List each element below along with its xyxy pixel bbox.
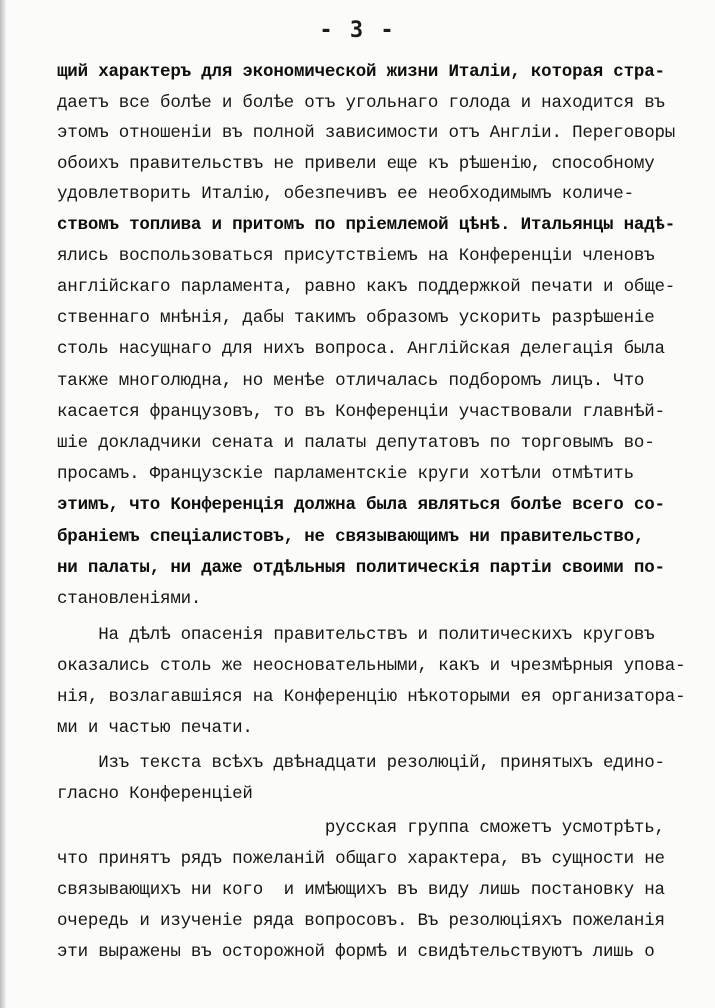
text-line-25: русская группа сможетъ усмотрѣть, <box>57 818 665 838</box>
text-line-9: ственнаго мнѣнія, дабы такимъ образомъ ускорить разрѣшеніе <box>57 308 655 328</box>
text-line-21: нія, возлагавшіяся на Конференцію нѣкоторыми ея организатора- <box>57 687 686 707</box>
text-line-29: эти выражены въ осторожной формѣ и свидѣтельствуютъ лишь о <box>57 942 655 962</box>
text-line-10: столь насущнаго для нихъ вопроса. Англійская делегація была <box>57 339 665 359</box>
text-line-19: На дѣлѣ опасенія правительствъ и политическихъ круговъ <box>57 625 655 645</box>
text-line-6: ствомъ топлива и притомъ по пріемлемой цѣнѣ. Итальянцы надѣ- <box>57 215 676 235</box>
text-line-2: даетъ все болѣе и болѣе отъ угольнаго голода и находится въ <box>57 93 665 113</box>
text-line-15: этимъ, что Конференція должна была являться болѣе всего со- <box>57 495 665 515</box>
text-line-23: Изъ текста всѣхъ двѣнадцати резолюцій, принятыхъ едино- <box>57 753 665 773</box>
text-line-1: щий характеръ для экономической жизни Италіи, которая стра- <box>57 62 665 82</box>
text-line-13: шіе докладчики сената и палаты депутатовъ по торговымъ во- <box>57 433 655 453</box>
text-line-28: очередь и изученіе ряда вопросовъ. Въ резолюціяхъ пожеланія <box>57 911 665 931</box>
text-line-18: становленіями. <box>57 589 202 609</box>
text-line-16: браніемъ спеціалистовъ, не связывающимъ ни правительство, <box>57 527 645 547</box>
text-line-27: связывающихъ ни кого и имѣющихъ въ виду лишь постановку на <box>57 880 665 900</box>
text-line-5: удовлетворить Италію, обезпечивъ ее необходимымъ количе- <box>57 184 634 204</box>
text-line-17: ни палаты, ни даже отдѣльныя политическія партіи своими по- <box>57 558 665 578</box>
text-line-12: касается французовъ, то въ Конференціи участвовали главнѣй- <box>57 402 665 422</box>
text-line-24: гласно Конференціей <box>57 784 253 804</box>
page-number: - 3 - <box>319 18 396 43</box>
text-line-14: просамъ. Французскіе парламентскіе круги хотѣли отмѣтить <box>57 464 634 484</box>
text-line-7: ялись воспользоваться присутствіемъ на Конференціи членовъ <box>57 246 655 266</box>
text-line-4: обоихъ правительствъ не привели еще къ рѣшенію, способному <box>57 154 655 174</box>
page-edge-shadow <box>0 0 6 1008</box>
text-line-11: также многолюдна, но менѣе отличалась подборомъ лицъ. Что <box>57 371 645 391</box>
text-line-8: англійскаго парламента, равно какъ поддержкой печати и обще- <box>57 277 676 297</box>
text-line-26: что принятъ рядъ пожеланій общаго характера, въ сущности не <box>57 849 665 869</box>
text-line-22: ми и частью печати. <box>57 718 253 738</box>
text-line-20: оказались столь же неосновательными, какъ и чрезмѣрныя упова- <box>57 656 686 676</box>
text-line-3: этомъ отношеніи въ полной зависимости отъ Англіи. Переговоры <box>57 123 676 143</box>
